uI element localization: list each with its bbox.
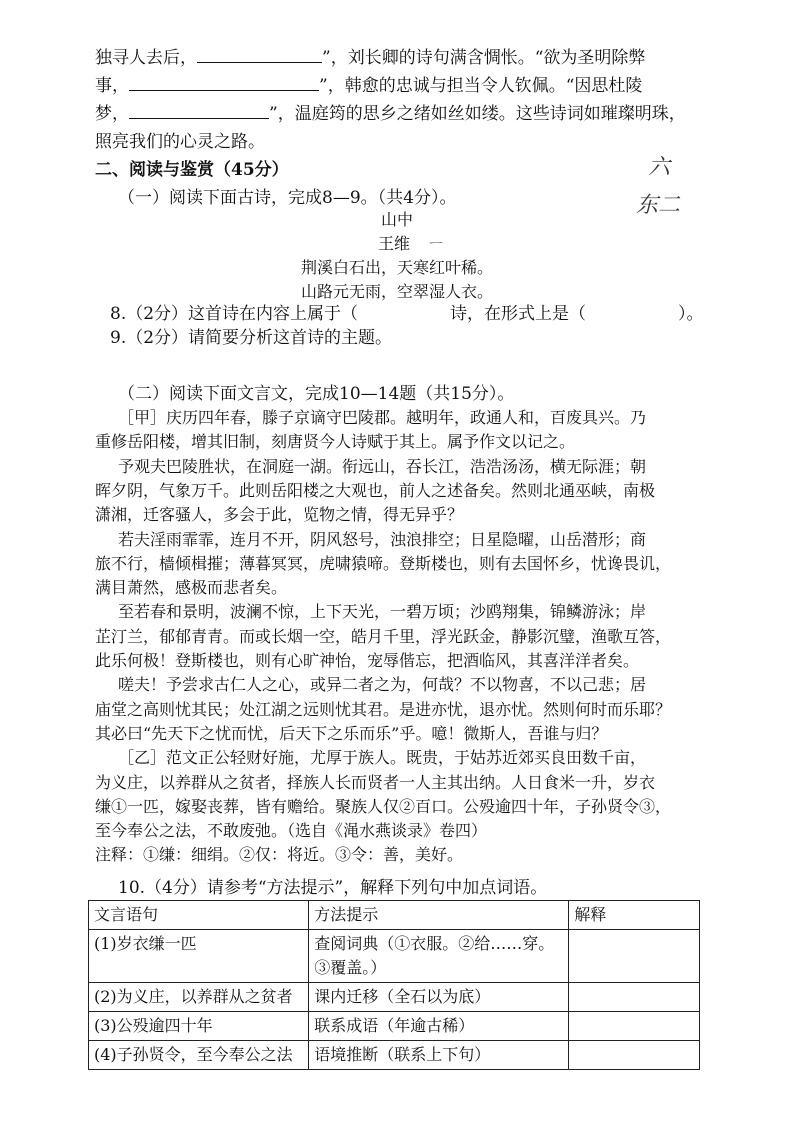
top-line-1-start: 独寻人去后， (95, 48, 197, 68)
table-header-sentence: 文言语句 (89, 901, 309, 930)
question-10-table (88, 900, 700, 1070)
blank-2[interactable] (129, 72, 319, 91)
passage-line: 重修岳阳楼，增其旧制，刻唐贤今人诗赋于其上。属予作文以记之。 (95, 432, 576, 452)
passage-line: 予观夫巴陵胜状，在洞庭一湖。衔远山，吞长江，浩浩汤汤，横无际涯；朝 (118, 456, 647, 476)
passage-line: 旅不行，樯倾楫摧；薄暮冥冥，虎啸猿啼。登斯楼也，则有去国怀乡，忧谗畏讥， (95, 553, 672, 573)
row-sentence: (3)公殁逾四十年 (89, 1012, 309, 1041)
part2-intro: （二）阅读下面文言文，完成10—14题（共15分）。 (118, 384, 515, 404)
q8-text-b: 诗，在形式上是（ (450, 304, 587, 324)
passage-line: 庙堂之高则忧其民；处江湖之远则忧其君。是进亦忧，退亦忧。然则何时而乐耶？ (95, 699, 672, 719)
top-line-1 (95, 44, 705, 72)
q8-text-a: 8.（2分）这首诗在内容上属于（ (110, 304, 359, 324)
table-header-answer: 解释 (569, 901, 700, 930)
top-line-1-end: ”，刘长卿的诗句满含惆怅。“欲为圣明除弊 (322, 48, 646, 68)
blank-1[interactable] (197, 44, 322, 63)
row-hint: 语境推断（联系上下句） (309, 1041, 569, 1070)
passage-line: ［甲］庆历四年春，滕子京谪守巴陵郡。越明年，政通人和，百废具兴。乃 (118, 408, 647, 427)
top-line-2-end: ”，韩愈的忠诚与担当令人钦佩。“因思杜陵 (319, 76, 643, 96)
row-sentence: (2)为义庄，以养群从之贫者 (89, 983, 309, 1012)
passage-line: 为义庄，以养群从之贫者，择族人长而贤者一人主其出纳。人日食米一升，岁衣 (95, 772, 656, 792)
passage-line: 潇湘，迁客骚人，多会于此，览物之情，得无异乎？ (95, 505, 464, 525)
top-line-3-start: 梦， (95, 104, 129, 124)
table-row (89, 930, 700, 983)
handwritten-mark-1: 六 (648, 155, 671, 180)
row-sentence: (1)岁衣缣一匹 (89, 930, 309, 983)
passage-line: 芷汀兰，郁郁青青。而或长烟一空，皓月千里，浮光跃金，静影沉璧，渔歌互答， (95, 626, 672, 646)
row-hint: 课内迁移（全石以为底） (309, 983, 569, 1012)
question-9: 9.（2分）请简要分析这首诗的主题。 (110, 328, 393, 348)
passage-line: ［乙］范文正公轻财好施，尤厚于族人。既贵，于姑苏近郊买良田数千亩， (118, 748, 647, 768)
section-heading: 二、阅读与鉴赏（45分） (95, 160, 289, 180)
passage-line: 晖夕阴，气象万千。此则岳阳楼之大观也，前人之述备矣。然则北通巫峡，南极 (95, 480, 656, 500)
row-answer-cell[interactable] (569, 1012, 700, 1041)
top-line-3 (95, 100, 705, 128)
table-row (89, 1041, 700, 1070)
poem-line-1: 荆溪白石出，天寒红叶稀。 (300, 258, 493, 277)
handwritten-mark-3: ㅡ (429, 237, 443, 253)
table-header-hint: 方法提示 (309, 901, 569, 930)
passage-line: 嗟夫！予尝求古仁人之心，或异二者之为，何哉？不以物喜，不以己悲；居 (118, 675, 647, 695)
top-line-4: 照亮我们的心灵之路。 (95, 132, 265, 152)
row-sentence: (4)子孙贤令，至今奉公之法 (89, 1041, 309, 1070)
passage-line: 注释：①缣：细绢。②仅：将近。③令：善，美好。 (95, 845, 464, 865)
passage-line: 至若春和景明，波澜不惊，上下天光，一碧万顷；沙鸥翔集，锦鳞游泳；岸 (118, 602, 647, 622)
poem-author: 王维 (378, 234, 411, 253)
table-row (89, 1012, 700, 1041)
poem-title: 山中 (380, 210, 413, 229)
part1-intro: （一）阅读下面古诗，完成8—9。（共4分）。 (118, 188, 457, 208)
table-row (89, 983, 700, 1012)
blank-3[interactable] (129, 100, 269, 119)
question-10-prompt: 10.（4分）请参考“方法提示”，解释下列句中加点词语。 (118, 878, 548, 898)
passage-line: 此乐何极！登斯楼也，则有心旷神怡，宠辱偕忘，把酒临风，其喜洋洋者矣。 (95, 651, 640, 670)
passage-line: 其必曰“先天下之忧而忧，后天下之乐而乐”乎。噫！微斯人，吾谁与归？ (95, 723, 608, 743)
row-hint: 联系成语（年逾古稀） (309, 1012, 569, 1041)
handwritten-mark-2: 东二 (636, 193, 681, 218)
top-line-2-start: 事， (95, 76, 129, 96)
row-answer-cell[interactable] (569, 930, 700, 983)
top-line-2 (95, 72, 705, 100)
q8-text-c: ）。 (678, 304, 704, 324)
passage-line: 缣①一匹，嫁娶丧葬，皆有赡给。聚族人仅②百口。公殁逾四十年，子孙贤令③， (95, 796, 672, 816)
top-line-3-end: ”，温庭筠的思乡之绪如丝如缕。这些诗词如璀璨明珠， (269, 104, 686, 124)
passage-line: 若夫淫雨霏霏，连月不开，阴风怒号，浊浪排空；日星隐曜，山岳潜形；商 (118, 529, 647, 549)
table-header-row (89, 901, 700, 930)
passage-line: 至今奉公之法，不敢废弛。（选自《渑水燕谈录》卷四） (95, 821, 488, 841)
passage-line: 满目萧然，感极而悲者矣。 (95, 578, 288, 598)
poem-line-2: 山路元无雨，空翠湿人衣。 (300, 282, 493, 301)
row-hint: 查阅词典（①衣服。②给……穿。③覆盖。） (309, 930, 569, 983)
row-answer-cell[interactable] (569, 1041, 700, 1070)
row-answer-cell[interactable] (569, 983, 700, 1012)
